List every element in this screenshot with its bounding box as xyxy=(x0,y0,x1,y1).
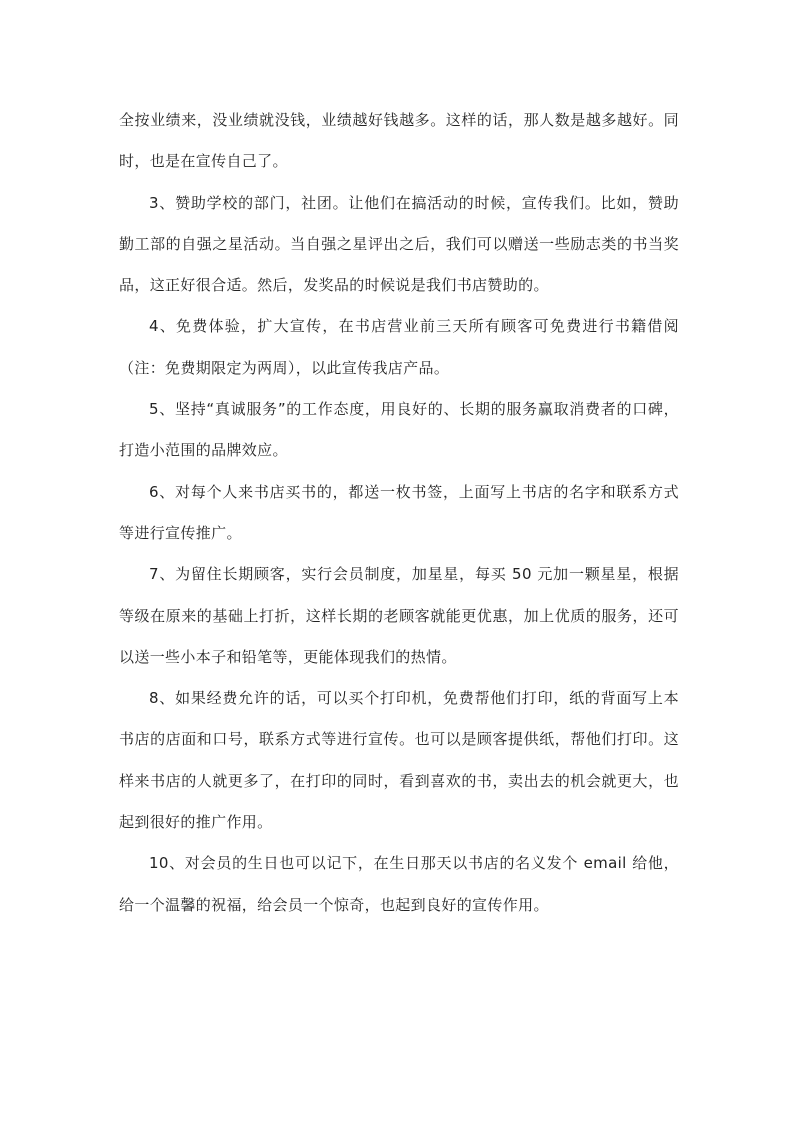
paragraph-item-7: 7、为留住长期顾客，实行会员制度，加星星，每买 50 元加一颗星星，根据等级在原来的基础上打折，这样长期的老顾客就能更优惠，加上优质的服务，还可以送一些小本子和铅笔等，更能体现我们的热情。 xyxy=(119,565,679,666)
paragraph-item-6: 6、对每个人来书店买书的，都送一枚书签，上面写上书店的名字和联系方式等进行宣传推广。 xyxy=(119,482,679,542)
paragraph-item-10: 10、对会员的生日也可以记下，在生日那天以书店的名义发个 email 给他，给一个温馨的祝福，给会员一个惊奇，也起到良好的宣传作用。 xyxy=(119,854,679,914)
paragraph-item-3: 3、赞助学校的部门，社团。让他们在搞活动的时候，宣传我们。比如，赞助勤工部的自强之星活动。当自强之星评出之后，我们可以赠送一些励志类的书当奖品，这正好很合适。然后，发奖品的时候说是我们书店赞助的。 xyxy=(119,193,679,295)
paragraph-item-4: 4、免费体验，扩大宣传，在书店营业前三天所有顾客可免费进行书籍借阅（注：免费期限定为两周），以此宣传我店产品。 xyxy=(119,317,679,377)
paragraph-continued: 全按业绩来，没业绩就没钱，业绩越好钱越多。这样的话，那人数是越多越好。同时，也是在宣传自己了。 xyxy=(119,111,679,171)
paragraph-item-5: 5、坚持“真诚服务”的工作态度，用良好的、长期的服务赢取消费者的口碑，打造小范围的品牌效应。 xyxy=(119,400,679,460)
paragraph-item-8: 8、如果经费允许的话，可以买个打印机，免费帮他们打印，纸的背面写上本书店的店面和口号，联系方式等进行宣传。也可以是顾客提供纸，帮他们打印。这样来书店的人就更多了，在打印的同时，看到喜欢的书，卖出去的机会就更大，也起到很好的推广作用。 xyxy=(119,689,679,832)
document-body xyxy=(119,100,679,926)
